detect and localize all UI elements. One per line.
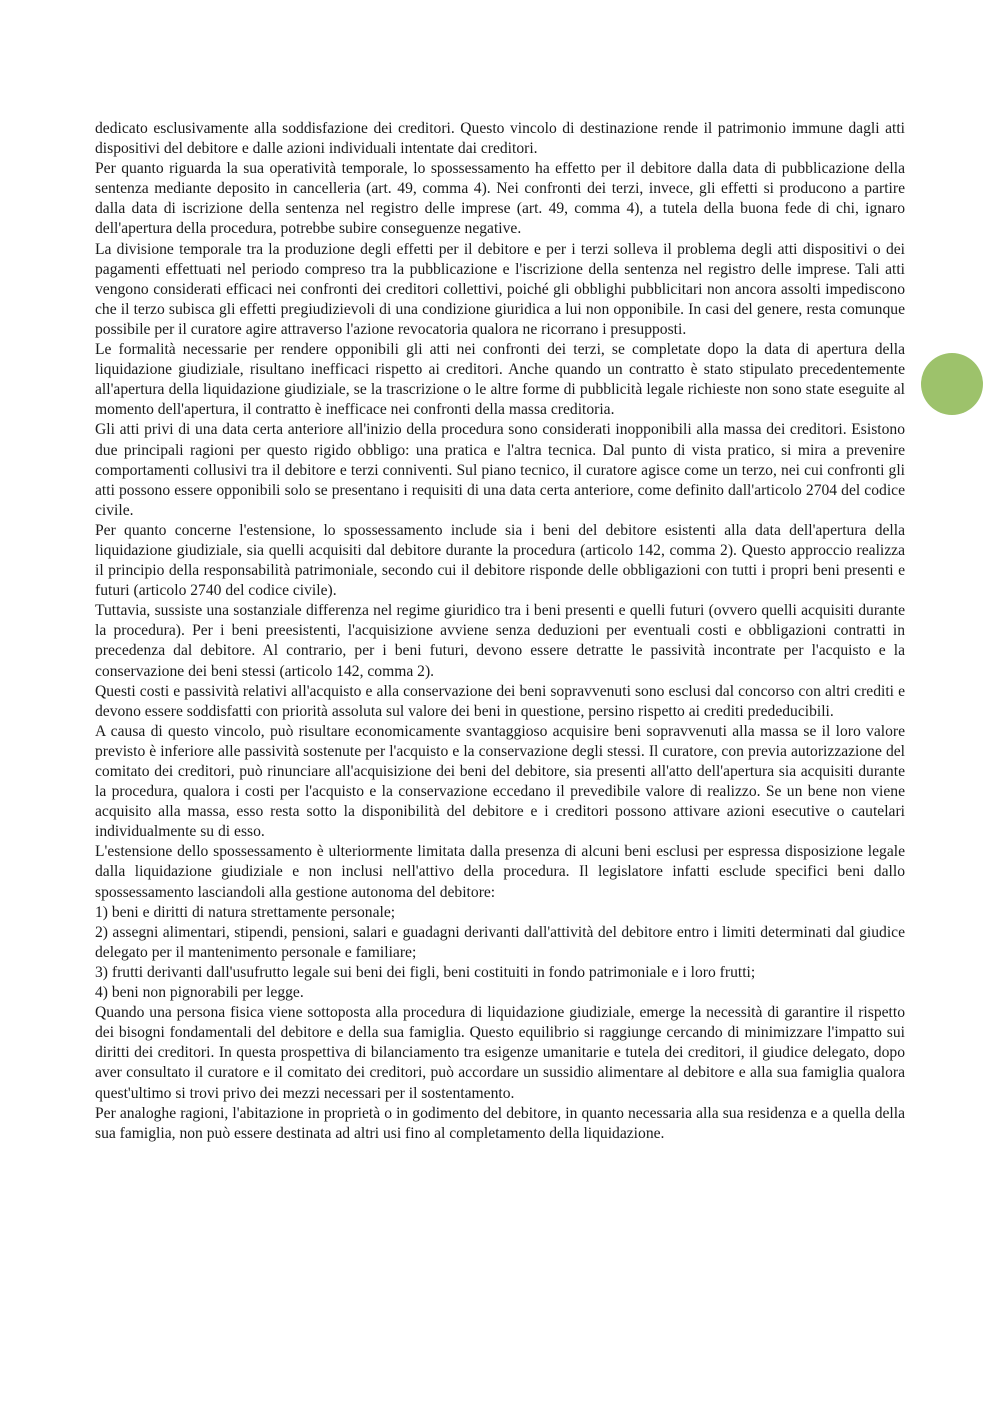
paragraph-12: Per analoghe ragioni, l'abitazione in proprietà o in godimento del debitore, in quanto necessaria alla sua residenza e a quella della sua famiglia, non può essere destinata ad altri usi fino al completamento della liquidazione. (95, 1104, 905, 1142)
paragraph-3: La divisione temporale tra la produzione degli effetti per il debitore e per i terzi solleva il problema degli atti dispositivi o dei pagamenti effettuati nel periodo compreso tra la pubblicazione e l'iscrizione della sentenza nel registro delle imprese. Tali atti vengono considerati efficaci nei confronti dei creditori collettivi, poiché gli obblighi pubblicitari non ancora assolti impediscono che il terzo subisca gli effetti pregiudizievoli di una condizione giuridica a lui non opponibile. In casi del genere, resta comunque possibile per il curatore agire attraverso l'azione revocatoria qualora ne ricorrano i presupposti. (95, 240, 905, 338)
list-item-4: 4) beni non pignorabili per legge. (95, 984, 304, 1002)
paragraph-8: Questi costi e passività relativi all'acquisto e alla conservazione dei beni sopravvenuti sono esclusi dal concorso con altri crediti e devono essere soddisfatti con priorità assoluta sul valore dei beni in questione, persino rispetto ai crediti prededucibili. (95, 682, 905, 720)
paragraph-5: Gli atti privi di una data certa anteriore all'inizio della procedura sono considerati inopponibili alla massa dei creditori. Esistono due principali ragioni per questo rigido obbligo: una pratica e l'altra tecnica. Dal punto di vista pratico, si mira a prevenire comportamenti collusivi tra il debitore e terzi conniventi. Sul piano tecnico, il curatore agisce come un terzo, nei cui confronti gli atti possono essere opponibili solo se presentano i requisiti di una data certa anteriore, come definito dall'articolo 2704 del codice civile. (95, 421, 905, 519)
list-item-2: 2) assegni alimentari, stipendi, pensioni, salari e guadagni derivanti dall'attività del debitore entro i limiti determinati dal giudice delegato per il mantenimento personale e familiare; (95, 923, 905, 961)
paragraph-4: Le formalità necessarie per rendere opponibili gli atti nei confronti dei terzi, se completate dopo la data di apertura della liquidazione giudiziale, risultano inefficaci rispetto ai creditori. Anche quando un contratto è stato stipulato precedentemente all'apertura della liquidazione giudiziale, se la trascrizione o le altre forme di pubblicità legale richieste non sono state eseguite al momento dell'apertura, il contratto è inefficace nei confronti della massa creditoria. (95, 341, 905, 419)
paragraph-10: L'estensione dello spossessamento è ulteriormente limitata dalla presenza di alcuni beni esclusi per espressa disposizione legale dalla liquidazione giudiziale e non inclusi nell'attivo della procedura. Il legislatore infatti esclude specifici beni dallo spossessamento lasciandoli alla gestione autonoma del debitore: (95, 843, 905, 901)
paragraph-7: Tuttavia, sussiste una sostanziale differenza nel regime giuridico tra i beni presenti e quelli futuri (ovvero quelli acquisiti durante la procedura). Per i beni preesistenti, l'acquisizione avviene senza deduzioni per eventuali costi e obbligazioni contratti in precedenza dal debitore. Al contrario, per i beni futuri, devono essere detratte le passività incontrate per l'acquisto e la conservazione dei beni stessi (articolo 142, comma 2). (95, 602, 905, 680)
paragraph-2: Per quanto riguarda la sua operatività temporale, lo spossessamento ha effetto per il debitore dalla data di pubblicazione della sentenza mediante deposito in cancelleria (art. 49, comma 4). Nei confronti dei terzi, invece, gli effetti si producono a partire dalla data di iscrizione della sentenza nel registro delle imprese (art. 49, comma 4), a tutela della buona fede di chi, ignaro dell'apertura della procedura, potrebbe subire conseguenze negative. (95, 160, 905, 238)
paragraph-11: Quando una persona fisica viene sottoposta alla procedura di liquidazione giudiziale, emerge la necessità di garantire il rispetto dei bisogni fondamentali del debitore e della sua famiglia. Questo equilibrio si raggiunge cercando di minimizzare l'impatto sui diritti dei creditori. In questa prospettiva di bilanciamento tra esigenze umanitarie e tutela dei creditori, il giudice delegato, dopo aver consultato il curatore e il comitato dei creditori, può accordare un sussidio alimentare al debitore e alla sua famiglia qualora quest'ultimo si trovi privo dei mezzi necessari per il sostentamento. (95, 1004, 905, 1102)
paragraph-9: A causa di questo vincolo, può risultare economicamente svantaggioso acquisire beni sopravvenuti alla massa se il loro valore previsto è inferiore alle passività sostenute per l'acquisto e la conservazione degli stessi. Il curatore, con previa autorizzazione del comitato dei creditori, può rinunciare all'acquisizione dei beni del debitore, sia presenti all'atto dell'apertura sia acquisiti durante la procedura, qualora i costi per l'acquisto e la conservazione eccedano il prevedibile valore di realizzo. Se un bene non viene acquisito alla massa, esso resta sotto la disponibilità del debitore e i creditori possono attivare azioni esecutive o cautelari individualmente su di esso. (95, 722, 905, 841)
list-item-1: 1) beni e diritti di natura strettamente personale; (95, 903, 396, 921)
page-body-text (95, 119, 905, 1144)
green-circle-marker (921, 353, 983, 415)
paragraph-6: Per quanto concerne l'estensione, lo spossessamento include sia i beni del debitore esistenti alla data dell'apertura della liquidazione giudiziale, sia quelli acquisiti dal debitore durante la procedura (articolo 142, comma 2). Questo approccio realizza il principio della responsabilità patrimoniale, secondo cui il debitore risponde delle obbligazioni con tutti i propri beni presenti e futuri (articolo 2740 del codice civile). (95, 521, 905, 600)
list-item-3: 3) frutti derivanti dall'usufrutto legale sui beni dei figli, beni costituiti in fondo patrimoniale e i loro frutti; (95, 963, 756, 981)
paragraph-1: dedicato esclusivamente alla soddisfazione dei creditori. Questo vincolo di destinazione rende il patrimonio immune dagli atti dispositivi del debitore e dalle azioni individuali intentate dai creditori. (95, 120, 905, 158)
